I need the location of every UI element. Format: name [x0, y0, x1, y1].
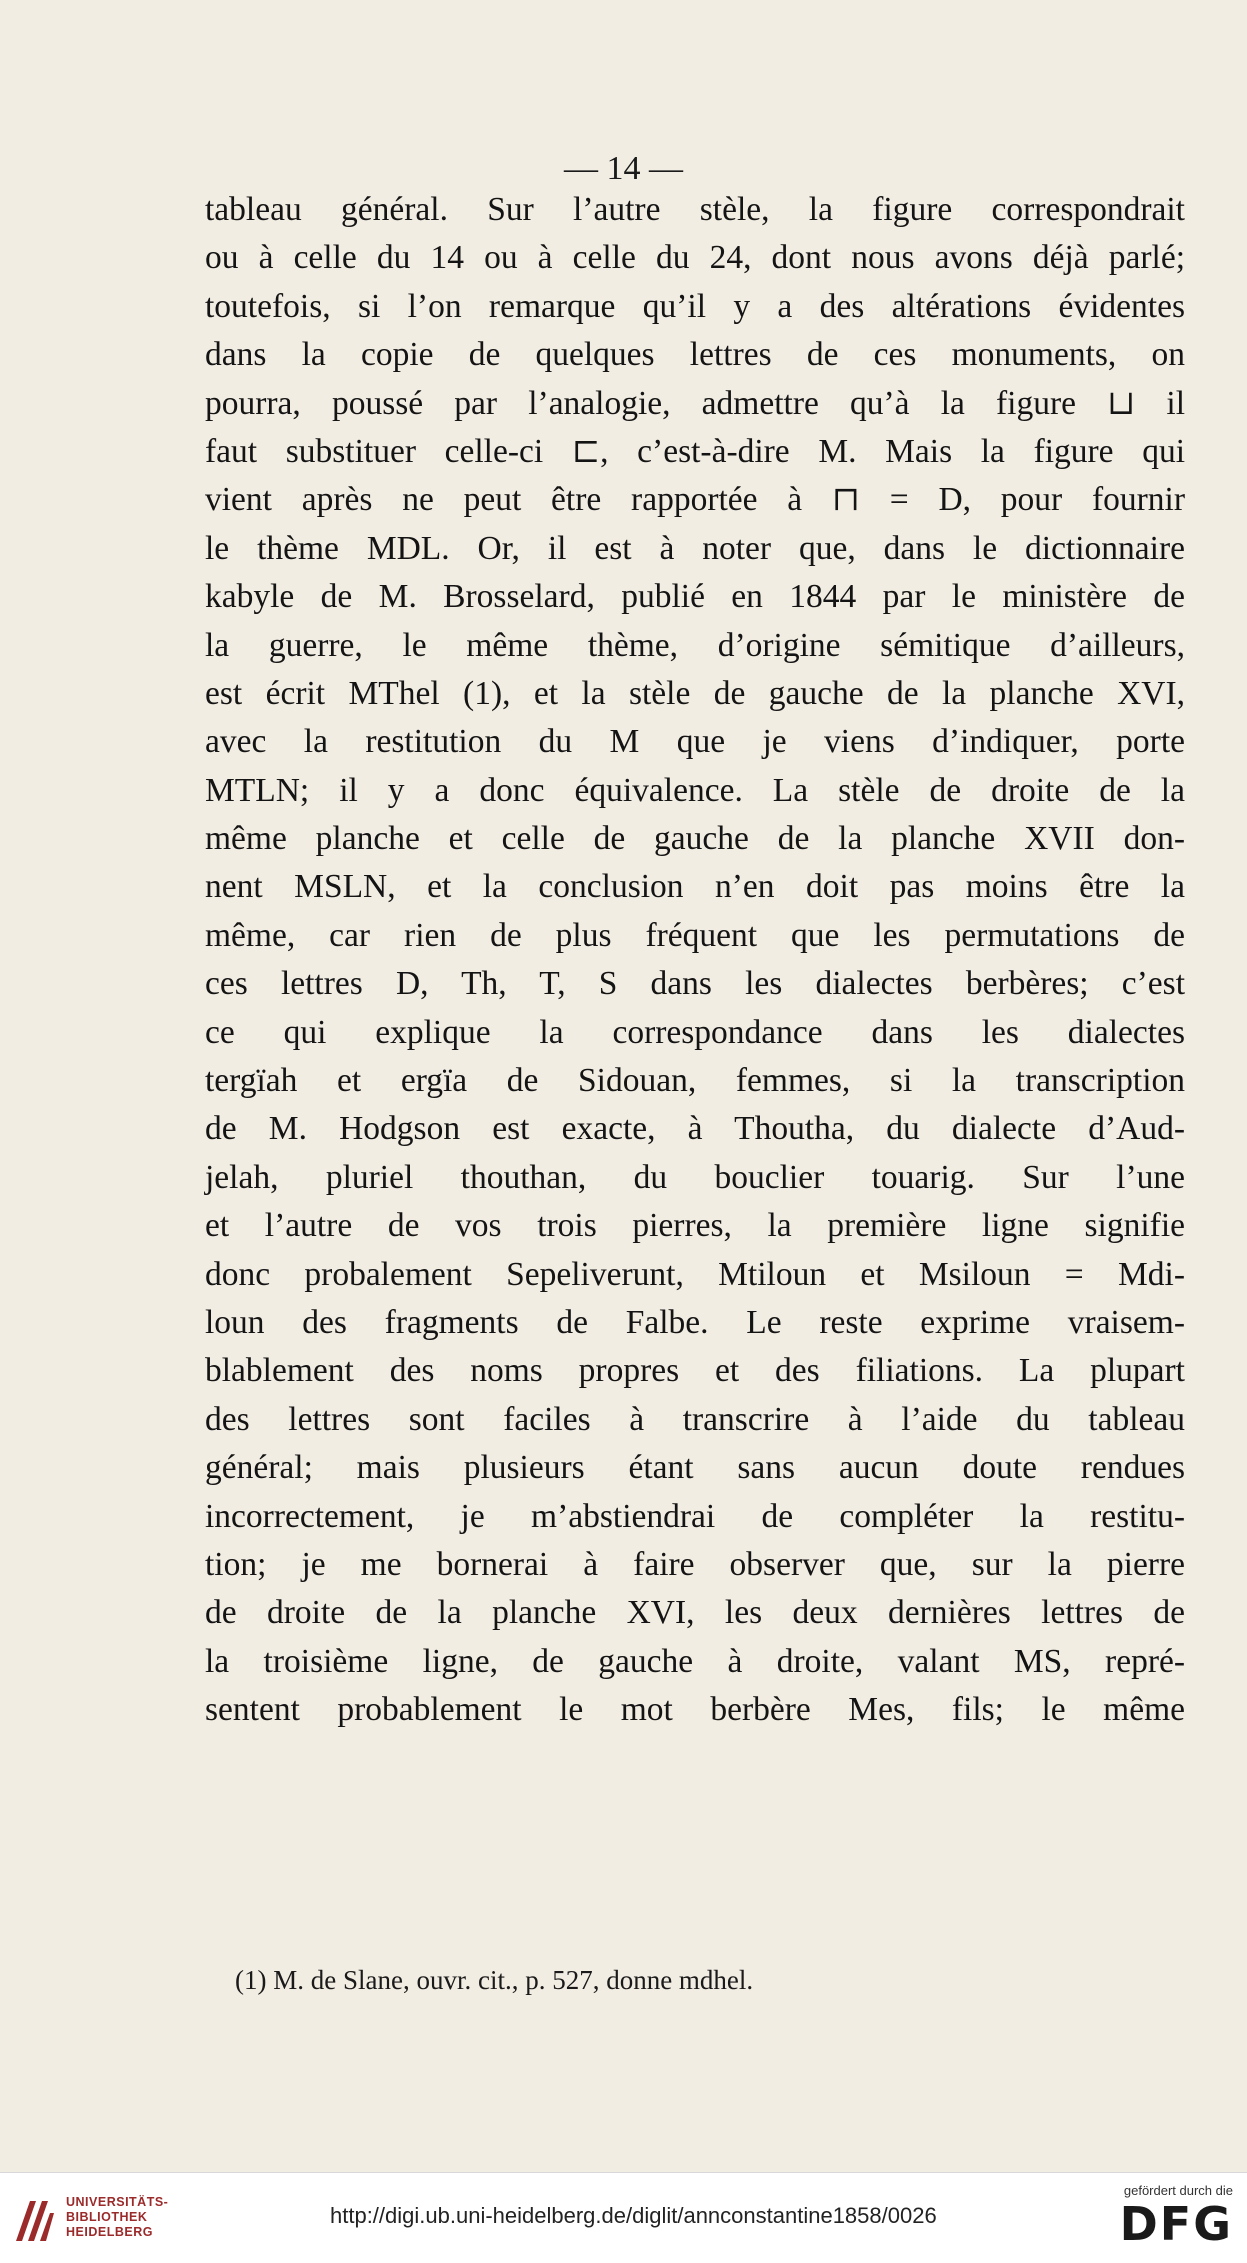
- text-line: de M. Hodgson est exacte, à Thoutha, du dialecte d’Aud-: [205, 1110, 1185, 1148]
- funding-credit: [1120, 2183, 1233, 2250]
- text-line: la troisième ligne, de gauche à droite, valant MS, repré-: [205, 1642, 1185, 1680]
- text-line: loun des fragments de Falbe. Le reste exprime vraisem-: [205, 1303, 1185, 1341]
- body-text: [205, 186, 1185, 1735]
- text-line: même, car rien de plus fréquent que les permutations de: [205, 916, 1185, 954]
- text-line: dans la copie de quelques lettres de ces monuments, on: [205, 336, 1185, 374]
- text-line: toutefois, si l’on remarque qu’il y a des altérations évidentes: [205, 287, 1185, 325]
- text-line: de droite de la planche XVI, les deux dernières lettres de: [205, 1594, 1185, 1632]
- text-line: blablement des noms propres et des filiations. La plupart: [205, 1352, 1185, 1390]
- text-line: incorrectement, je m’abstiendrai de compléter la restitu-: [205, 1497, 1185, 1535]
- library-name-line: BIBLIOTHEK: [66, 2210, 148, 2224]
- text-line: kabyle de M. Brosselard, publié en 1844 par le ministère de: [205, 578, 1185, 616]
- library-name: [66, 2195, 168, 2240]
- text-line: ces lettres D, Th, T, S dans les dialectes berbères; c’est: [205, 965, 1185, 1003]
- footnote: (1) M. de Slane, ouvr. cit., p. 527, donne mdhel.: [235, 1965, 754, 1995]
- text-line: tergïah et ergïa de Sidouan, femmes, si la transcription: [205, 1062, 1185, 1100]
- text-line: est écrit MThel (1), et la stèle de gauche de la planche XVI,: [205, 674, 1185, 712]
- text-line: même planche et celle de gauche de la planche XVII don-: [205, 820, 1185, 858]
- text-line: et l’autre de vos trois pierres, la première ligne signifie: [205, 1207, 1185, 1245]
- text-line: ce qui explique la correspondance dans les dialectes: [205, 1013, 1185, 1051]
- text-line: faut substituer celle-ci ⊏, c’est-à-dire M. Mais la figure qui: [205, 432, 1185, 470]
- text-line: vient après ne peut être rapportée à ⊓ = D, pour fournir: [205, 481, 1185, 519]
- text-line: des lettres sont faciles à transcrire à l’aide du tableau: [205, 1400, 1185, 1438]
- text-line: tion; je me bornerai à faire observer que, sur la pierre: [205, 1545, 1185, 1583]
- text-line: donc probalement Sepeliverunt, Mtiloun et Msiloun = Mdi-: [205, 1255, 1185, 1293]
- text-line: ou à celle du 14 ou à celle du 24, dont nous avons déjà parlé;: [205, 239, 1185, 277]
- dfg-logo: DFG: [1119, 2197, 1233, 2251]
- funded-by-label: gefördert durch die: [1123, 2183, 1233, 2198]
- library-name-line: UNIVERSITÄTS-: [66, 2195, 169, 2209]
- permalink-url[interactable]: http://digi.ub.uni-heidelberg.de/diglit/annconstantine1858/0026: [330, 2203, 937, 2228]
- text-line: MTLN; il y a donc équivalence. La stèle de droite de la: [205, 771, 1185, 809]
- page-number: — 14 —: [564, 150, 683, 187]
- text-line: jelah, pluriel thouthan, du bouclier touarig. Sur l’une: [205, 1158, 1185, 1196]
- footer-bar: [0, 2172, 1247, 2263]
- library-name-line: HEIDELBERG: [66, 2225, 153, 2239]
- text-line: le thème MDL. Or, il est à noter que, dans le dictionnaire: [205, 529, 1185, 567]
- text-line: pourra, poussé par l’analogie, admettre qu’à la figure ⊔ il: [205, 384, 1185, 422]
- text-line: tableau général. Sur l’autre stèle, la figure correspondrait: [205, 191, 1185, 228]
- text-line: nent MSLN, et la conclusion n’en doit pas moins être la: [205, 868, 1185, 906]
- text-line: la guerre, le même thème, d’origine sémitique d’ailleurs,: [205, 626, 1185, 664]
- text-line: sentent probablement le mot berbère Mes, fils; le même: [205, 1691, 1185, 1729]
- text-line: avec la restitution du M que je viens d’indiquer, porte: [205, 723, 1185, 761]
- university-library-logo-icon: [12, 2195, 58, 2245]
- text-line: général; mais plusieurs étant sans aucun doute rendues: [205, 1449, 1185, 1487]
